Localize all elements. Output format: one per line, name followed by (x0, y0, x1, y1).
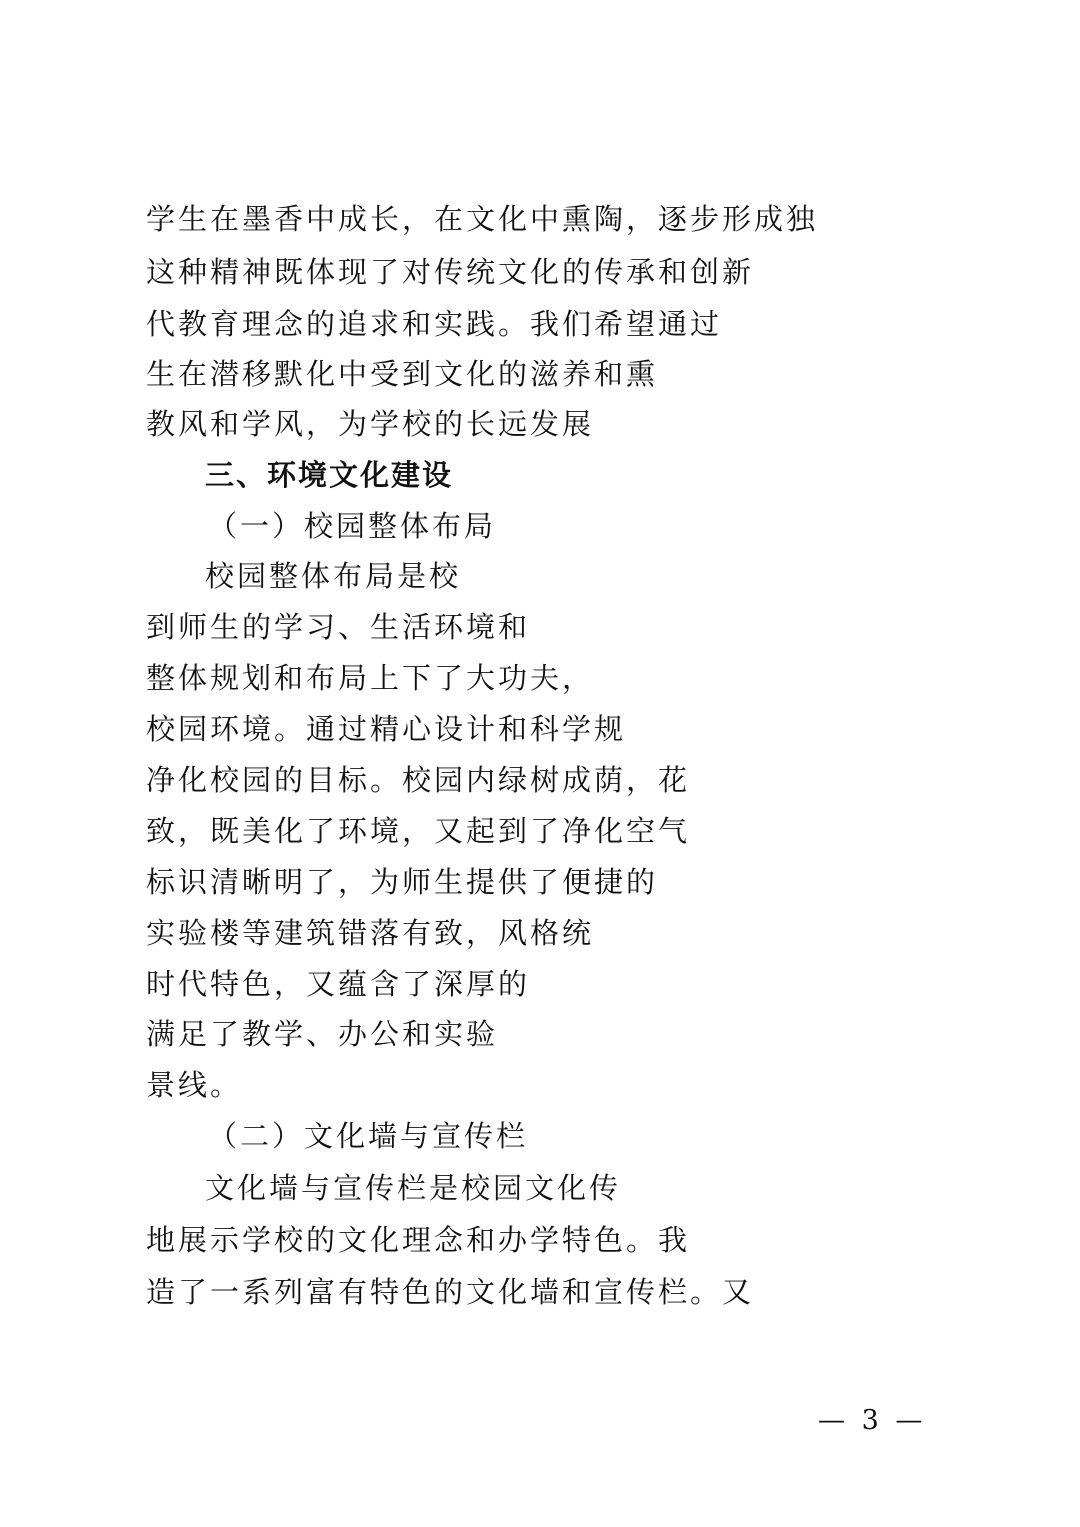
body-text-line: 景线。 (146, 1068, 243, 1102)
section-heading: 三、环境文化建设 (205, 458, 454, 492)
body-text-line: 校园环境。通过精心设计和科学规 (146, 712, 627, 746)
page-number: — 3 — (818, 1405, 927, 1436)
paragraph-first-line: 文化墙与宣传栏是校园文化传 (205, 1171, 622, 1205)
body-text-line: 教风和学风，为学校的长远发展 (146, 407, 595, 441)
body-text-line: 到师生的学习、生活环境和 (146, 610, 531, 644)
body-text-line: 整体规划和布局上下了大功夫， (146, 661, 595, 695)
body-text-line: 学生在墨香中成长，在文化中熏陶，逐步形成独 (146, 202, 819, 236)
body-text-line: 地展示学校的文化理念和办学特色。我 (146, 1223, 691, 1257)
body-text-line: 实验楼等建筑错落有致，风格统 (146, 916, 595, 950)
body-text-line: 造了一系列富有特色的文化墙和宣传栏。又 (146, 1275, 755, 1309)
subsection-heading: （二）文化墙与宣传栏 (208, 1119, 529, 1153)
body-text-line: 代教育理念的追求和实践。我们希望通过 (146, 307, 723, 341)
body-text-line: 标识清晰明了，为师生提供了便捷的 (146, 865, 659, 899)
body-text-line: 生在潜移默化中受到文化的滋养和熏 (146, 357, 659, 391)
body-text-line: 致，既美化了环境，又起到了净化空气 (146, 814, 691, 848)
paragraph-first-line: 校园整体布局是校 (205, 559, 462, 593)
subsection-heading: （一）校园整体布局 (208, 509, 497, 543)
body-text-line: 净化校园的目标。校园内绿树成荫，花 (146, 763, 691, 797)
body-text-line: 这种精神既体现了对传统文化的传承和创新 (146, 255, 755, 289)
body-text-line: 时代特色，又蕴含了深厚的 (146, 967, 531, 1001)
body-text-line: 满足了教学、办公和实验 (146, 1017, 499, 1051)
